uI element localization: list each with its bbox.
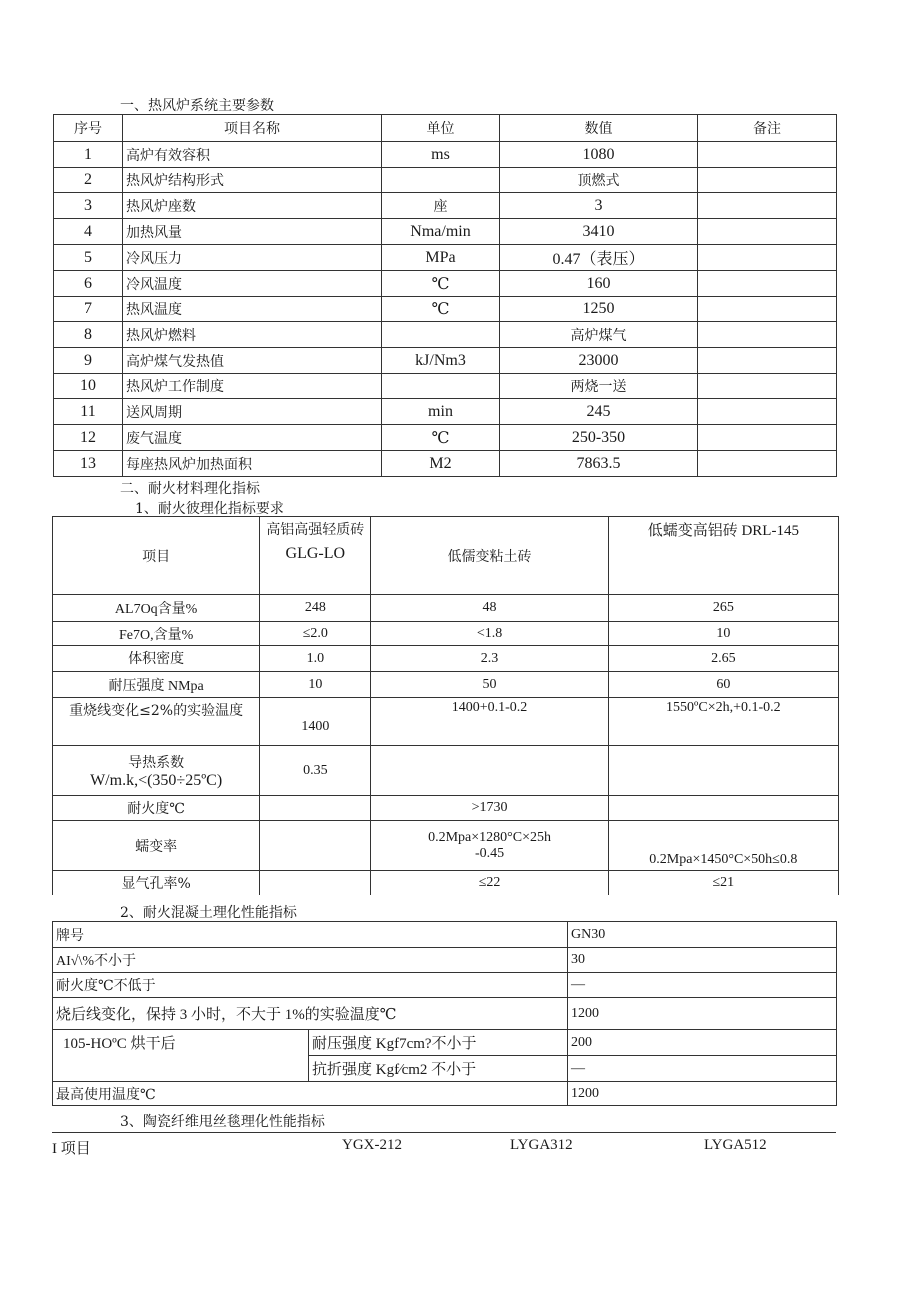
header-item: 项目 <box>53 517 260 595</box>
table-row <box>53 973 837 998</box>
row-unit <box>382 322 500 348</box>
table-header-row <box>54 115 837 142</box>
row-note <box>698 348 837 374</box>
row-no: 8 <box>54 322 123 348</box>
table-row <box>54 219 837 245</box>
table-row <box>54 348 837 374</box>
row-name: 热风炉结构形式 <box>123 168 382 193</box>
header-col-a-line1: 高铝高强轻质砖 <box>266 522 365 538</box>
row-name: 热风炉工作制度 <box>123 374 382 399</box>
row-label: 蠕变率 <box>53 821 260 871</box>
row-name: 冷风压力 <box>123 245 382 271</box>
row-label: 耐火度℃不低于 <box>53 973 568 998</box>
header-col-a <box>260 517 371 595</box>
table-row <box>54 142 837 168</box>
row-no: 11 <box>54 399 123 425</box>
row-no: 2 <box>54 168 123 193</box>
row-label: 显气孔率% <box>53 871 260 895</box>
row-name: 每座热风炉加热面积 <box>123 451 382 477</box>
row-no: 4 <box>54 219 123 245</box>
row-note <box>698 451 837 477</box>
header-name: 项目名称 <box>123 115 382 142</box>
row-value: 200 <box>568 1030 837 1056</box>
row-note <box>698 245 837 271</box>
fiber-col-2: LYGA312 <box>510 1137 573 1153</box>
fiber-table-header-row <box>52 1132 836 1159</box>
row-label: AI√\%不小于 <box>53 948 568 973</box>
row-col-c: 0.2Mpa×1450°C×50h≤0.8 <box>608 821 838 871</box>
fiber-col-3: LYGA512 <box>704 1137 767 1153</box>
table-row <box>53 871 839 895</box>
header-note: 备注 <box>698 115 837 142</box>
row-value: 245 <box>500 399 698 425</box>
row-label: 耐压强度 NMpa <box>53 672 260 698</box>
row-unit: kJ/Nm3 <box>382 348 500 374</box>
table-row <box>54 297 837 322</box>
table-row <box>53 1082 837 1106</box>
row-unit: Nma/min <box>382 219 500 245</box>
row-label: 最高使用温度℃ <box>53 1082 568 1106</box>
row-col-c: 10 <box>608 622 838 646</box>
row-label: 牌号 <box>53 922 568 948</box>
row-label: 重烧线变化≤2%的实验温度 <box>53 698 260 746</box>
row-value: 3410 <box>500 219 698 245</box>
row-col-c: ≤21 <box>608 871 838 895</box>
row-no: 12 <box>54 425 123 451</box>
row-col-c <box>608 746 838 796</box>
row-value: 0.47（表压） <box>500 245 698 271</box>
row-col-b-line1: 0.2Mpa×1280°C×25h <box>428 829 551 845</box>
row-col-a: 1.0 <box>260 646 371 672</box>
row-name: 高炉有效容积 <box>123 142 382 168</box>
table-row <box>54 168 837 193</box>
table-row <box>53 646 839 672</box>
row-unit <box>382 374 500 399</box>
table-row <box>53 698 839 746</box>
table-row <box>54 245 837 271</box>
table-row <box>53 998 837 1030</box>
row-col-a: 1400 <box>260 698 371 746</box>
row-label: Fe7O,含量% <box>53 622 260 646</box>
row-col-b: ≤22 <box>371 871 608 895</box>
row-unit <box>382 168 500 193</box>
row-col-a <box>260 871 371 895</box>
row-label-line1: 导热系数 <box>128 754 185 771</box>
row-note <box>698 399 837 425</box>
row-value: — <box>568 973 837 998</box>
row-note <box>698 297 837 322</box>
row-col-a: 248 <box>260 595 371 622</box>
row-note <box>698 322 837 348</box>
table-row <box>54 374 837 399</box>
row-no: 7 <box>54 297 123 322</box>
table-row <box>53 796 839 821</box>
section1-heading: 一、热风炉系统主要参数 <box>120 98 274 114</box>
table-row <box>54 322 837 348</box>
row-col-b: 50 <box>371 672 608 698</box>
fiber-col-1: YGX-212 <box>342 1137 402 1153</box>
row-col-c <box>608 796 838 821</box>
row-note <box>698 271 837 297</box>
header-unit: 单位 <box>382 115 500 142</box>
table-row <box>53 922 837 948</box>
row-value: 1080 <box>500 142 698 168</box>
row-no: 5 <box>54 245 123 271</box>
row-no: 3 <box>54 193 123 219</box>
row-unit: MPa <box>382 245 500 271</box>
row-value: 1200 <box>568 1082 837 1106</box>
row-col-b: 1400+0.1-0.2 <box>371 698 608 746</box>
table-row <box>53 1030 837 1056</box>
row-value: 23000 <box>500 348 698 374</box>
row-value: 250-350 <box>500 425 698 451</box>
row-sublabel: 抗折强度 Kgf∕cm2 不小于 <box>309 1056 568 1082</box>
table-row <box>54 193 837 219</box>
row-col-b: 2.3 <box>371 646 608 672</box>
row-note <box>698 219 837 245</box>
table-row <box>54 451 837 477</box>
row-name: 冷风温度 <box>123 271 382 297</box>
row-label-line2: W/m.k,<(350÷25ºC) <box>90 771 223 789</box>
row-col-c: 1550ºC×2h,+0.1-0.2 <box>608 698 838 746</box>
row-label <box>53 746 260 796</box>
row-value: 7863.5 <box>500 451 698 477</box>
row-unit: ℃ <box>382 271 500 297</box>
fiber-col-item: I 项目 <box>52 1141 91 1157</box>
section3-heading: 2、耐火混凝土理化性能指标 <box>120 905 297 921</box>
refractory-brick-table <box>52 516 839 895</box>
row-unit: 座 <box>382 193 500 219</box>
row-col-b-line2: -0.45 <box>474 845 505 861</box>
row-col-c: 265 <box>608 595 838 622</box>
castable-table <box>52 921 837 1106</box>
header-col-b: 低儒变粘土砖 <box>371 517 608 595</box>
header-col-c: 低蠕变高铝砖 DRL-145 <box>608 517 838 595</box>
row-value: 3 <box>500 193 698 219</box>
furnace-params-table <box>53 114 837 477</box>
row-value: 1250 <box>500 297 698 322</box>
row-no: 10 <box>54 374 123 399</box>
row-label: 105-HOºC 烘干后 <box>53 1030 309 1082</box>
row-note <box>698 374 837 399</box>
row-note <box>698 142 837 168</box>
row-value: 160 <box>500 271 698 297</box>
row-label: 耐火度℃ <box>53 796 260 821</box>
row-col-b: 48 <box>371 595 608 622</box>
row-name: 热风炉燃料 <box>123 322 382 348</box>
table-row <box>53 821 839 871</box>
table-row <box>53 595 839 622</box>
row-label: 烧后线变化，保持 3 小时，不大于 1%的实验温度℃ <box>53 998 568 1030</box>
row-col-a <box>260 796 371 821</box>
row-value: 高炉煤气 <box>500 322 698 348</box>
row-no: 13 <box>54 451 123 477</box>
table-row <box>53 672 839 698</box>
row-no: 1 <box>54 142 123 168</box>
row-unit: ms <box>382 142 500 168</box>
row-unit: ℃ <box>382 297 500 322</box>
row-label: 体积密度 <box>53 646 260 672</box>
row-col-c: 60 <box>608 672 838 698</box>
row-name: 送风周期 <box>123 399 382 425</box>
row-col-c: 2.65 <box>608 646 838 672</box>
row-value: — <box>568 1056 837 1082</box>
row-no: 9 <box>54 348 123 374</box>
row-col-a <box>260 821 371 871</box>
row-unit: ℃ <box>382 425 500 451</box>
row-col-a: 10 <box>260 672 371 698</box>
row-note <box>698 168 837 193</box>
row-note <box>698 193 837 219</box>
row-value: 顶燃式 <box>500 168 698 193</box>
header-no: 序号 <box>54 115 123 142</box>
row-no: 6 <box>54 271 123 297</box>
section2-heading: 二、耐火材料理化指标 <box>120 481 260 497</box>
table-row <box>53 746 839 796</box>
row-note <box>698 425 837 451</box>
row-col-a: ≤2.0 <box>260 622 371 646</box>
row-value: GN30 <box>568 922 837 948</box>
row-col-b <box>371 746 608 796</box>
row-col-b: >1730 <box>371 796 608 821</box>
row-value: 1200 <box>568 998 837 1030</box>
section2-subheading: 1、耐火彼理化指标要求 <box>135 501 284 517</box>
row-col-a: 0.35 <box>260 746 371 796</box>
row-value: 30 <box>568 948 837 973</box>
table-row <box>54 271 837 297</box>
header-col-a-line2: GLG-LO <box>285 545 346 562</box>
row-label: AL7Oq含量% <box>53 595 260 622</box>
row-col-b: <1.8 <box>371 622 608 646</box>
table-header-row <box>53 517 839 595</box>
row-name: 热风炉座数 <box>123 193 382 219</box>
table-row <box>54 425 837 451</box>
row-name: 废气温度 <box>123 425 382 451</box>
row-col-b <box>371 821 608 871</box>
header-value: 数值 <box>500 115 698 142</box>
section4-heading: 3、陶瓷纤维甩丝毯理化性能指标 <box>120 1114 325 1130</box>
row-name: 高炉煤气发热值 <box>123 348 382 374</box>
row-name: 加热风量 <box>123 219 382 245</box>
row-unit: min <box>382 399 500 425</box>
row-sublabel: 耐压强度 Kgf7cm?不小于 <box>309 1030 568 1056</box>
row-value: 两烧一送 <box>500 374 698 399</box>
table-row <box>53 622 839 646</box>
row-unit: M2 <box>382 451 500 477</box>
table-row <box>54 399 837 425</box>
table-row <box>53 948 837 973</box>
row-name: 热风温度 <box>123 297 382 322</box>
